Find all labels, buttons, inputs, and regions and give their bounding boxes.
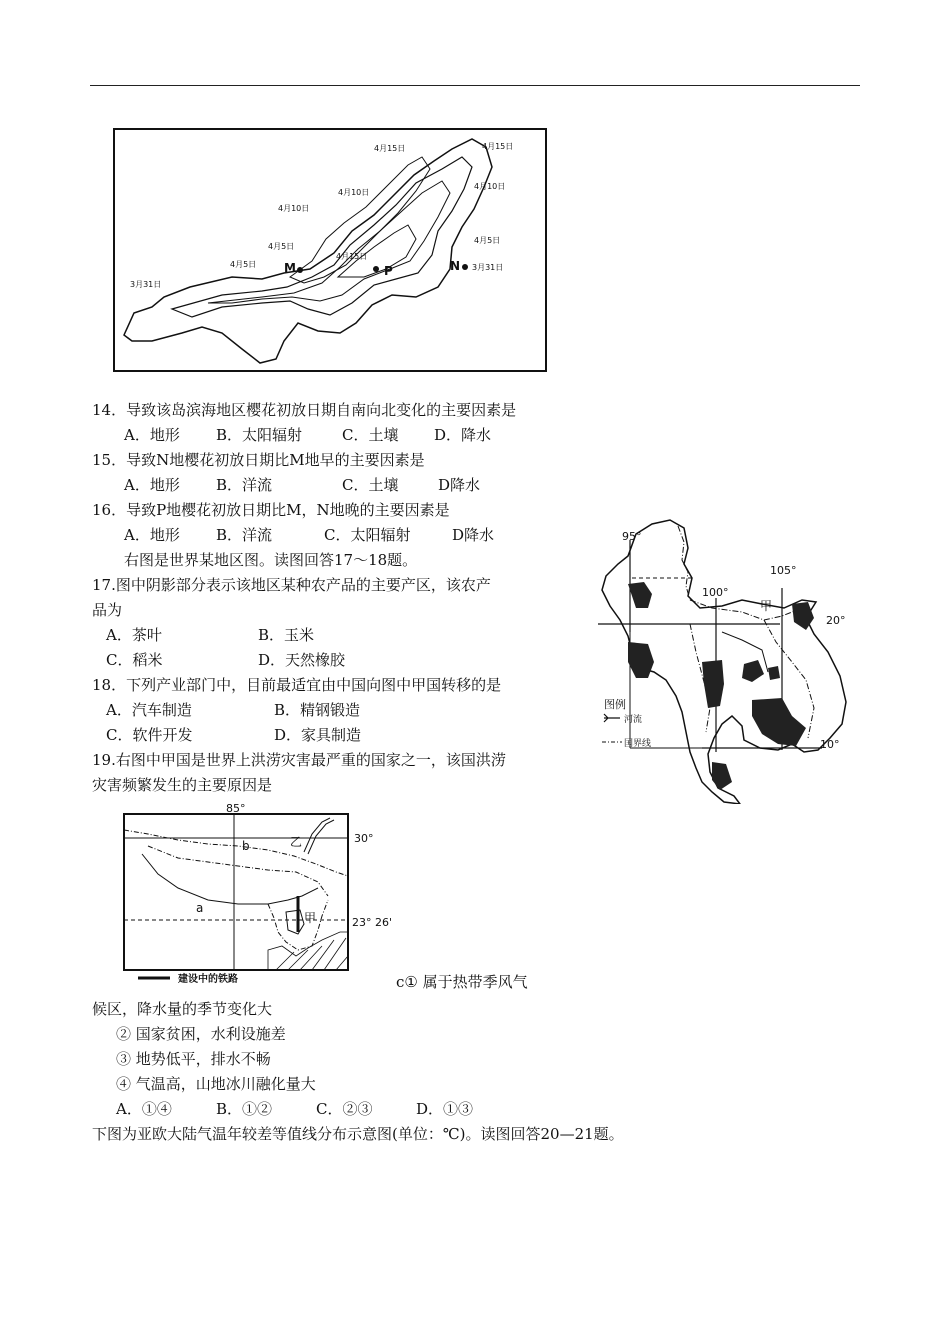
q17-stem-1: 17.图中阴影部分表示该地区某种农产品的主要产区，该农产 [92, 576, 491, 594]
isochrone-label: 4月5日 [474, 236, 501, 245]
q15-stem: 15．导致N地樱花初放日期比M地早的主要因素是 [92, 451, 425, 469]
q19-statement-3: ③ 地势低平，排水不畅 [116, 1050, 271, 1068]
q14-option-c[interactable]: C．土壤 [342, 426, 399, 444]
q19-statement-2: ② 国家贫困，水利设施差 [116, 1025, 286, 1043]
river-legend-icon [604, 714, 620, 722]
isochrone-label: 4月10日 [278, 204, 310, 213]
q14-option-a[interactable]: A．地形 [124, 426, 180, 444]
isochrone-label: 4月15日 [482, 142, 514, 151]
q16-option-b[interactable]: B．洋流 [216, 526, 273, 544]
q15-option-d[interactable]: D降水 [438, 476, 481, 494]
intro-17-18: 右图是世界某地区图。读图回答17～18题。 [124, 551, 418, 569]
q14-option-d[interactable]: D．降水 [434, 426, 492, 444]
q15-option-a[interactable]: A．地形 [124, 476, 180, 494]
lat-10-label: 10° [820, 738, 840, 751]
sakura-map [112, 127, 548, 373]
q14-option-b[interactable]: B．太阳辐射 [216, 426, 303, 444]
lon-105-label: 105° [770, 564, 797, 577]
lat-30-label: 30° [354, 832, 374, 845]
isochrone-label: 4月10日 [474, 182, 506, 191]
q17-options-row1 [106, 625, 314, 645]
lat-20-label: 20° [826, 614, 846, 627]
q16-options [124, 525, 494, 545]
south-asia-map [118, 800, 400, 986]
q19-statement-4: ④ 气温高，山地冰川融化量大 [116, 1075, 316, 1093]
q16-option-a[interactable]: A．地形 [124, 526, 180, 544]
q19-option-a[interactable]: A．①④ [116, 1100, 172, 1118]
country-jia-label: 甲 [760, 599, 773, 613]
legend-railway: 建设中的铁路 [178, 974, 238, 985]
point-p: P [384, 264, 393, 278]
isochrone-label: 3月31日 [472, 263, 504, 272]
q19-option-d[interactable]: D．①③ [416, 1100, 474, 1118]
isochrone-label: 3月31日 [130, 280, 162, 289]
q16-option-d[interactable]: D降水 [452, 526, 495, 544]
q17-option-c[interactable]: C．稻米 [106, 651, 163, 669]
legend-title: 图例 [604, 698, 626, 711]
q14-options [124, 425, 491, 445]
q18-options-row1 [106, 700, 360, 720]
isochrone-label: 4月5日 [268, 242, 295, 251]
q18-option-d[interactable]: D．家具制造 [274, 726, 362, 744]
q19-statement-1a: c① 属于热带季风气 [396, 973, 528, 991]
lon-95-label: 95° [622, 530, 642, 543]
q18-option-a[interactable]: A．汽车制造 [106, 701, 192, 719]
q19-stem-2: 灾害频繁发生的主要原因是 [92, 776, 273, 794]
isochrone-label: 4月15日 [336, 252, 368, 261]
q17-option-b[interactable]: B．玉米 [258, 626, 315, 644]
q17-option-a[interactable]: A．茶叶 [106, 626, 162, 644]
q16-option-c[interactable]: C．太阳辐射 [324, 526, 411, 544]
isochrone-label: 4月5日 [230, 260, 257, 269]
label-a: a [196, 901, 204, 915]
q19-stem-1: 19.右图中甲国是世界上洪涝灾害最严重的国家之一，该国洪涝 [92, 751, 506, 769]
isochrone-label: 4月10日 [338, 188, 370, 197]
isochrone-label: 4月15日 [374, 144, 406, 153]
q19-option-b[interactable]: B．①② [216, 1100, 273, 1118]
label-b: b [242, 839, 250, 853]
q16-stem: 16．导致P地樱花初放日期比M，N地晚的主要因素是 [92, 501, 450, 519]
q17-stem-2: 品为 [92, 601, 123, 619]
q14-stem: 14．导致该岛滨海地区樱花初放日期自南向北变化的主要因素是 [92, 401, 517, 419]
q19-option-c[interactable]: C．②③ [316, 1100, 373, 1118]
q19-options [116, 1099, 473, 1119]
q18-option-c[interactable]: C．软件开发 [106, 726, 193, 744]
q15-option-c[interactable]: C．土壤 [342, 476, 399, 494]
q17-option-d[interactable]: D．天然橡胶 [258, 651, 346, 669]
header-rule [90, 85, 860, 86]
label-yi: 乙 [290, 835, 303, 849]
label-jia: 甲 [304, 911, 317, 925]
southeast-asia-map [592, 512, 860, 804]
intro-20-21: 下图为亚欧大陆气温年较差等值线分布示意图(单位：℃)。读图回答20—21题。 [92, 1125, 624, 1143]
lat-23-label: 23° 26' [352, 916, 393, 929]
lon-100-label: 100° [702, 586, 729, 599]
q17-options-row2 [106, 650, 345, 670]
legend-river: 河流 [624, 715, 643, 725]
point-m: M [284, 261, 296, 275]
q15-option-b[interactable]: B．洋流 [216, 476, 273, 494]
point-n: N [450, 259, 461, 273]
q18-options-row2 [106, 725, 361, 745]
lon-85-label: 85° [226, 802, 246, 815]
q18-stem: 18．下列产业部门中，目前最适宜由中国向图中甲国转移的是 [92, 676, 502, 694]
q18-option-b[interactable]: B．精钢锻造 [274, 701, 361, 719]
q19-statement-1b: 候区，降水量的季节变化大 [92, 1000, 273, 1018]
q15-options [124, 475, 480, 495]
legend-border: 国界线 [624, 739, 652, 749]
